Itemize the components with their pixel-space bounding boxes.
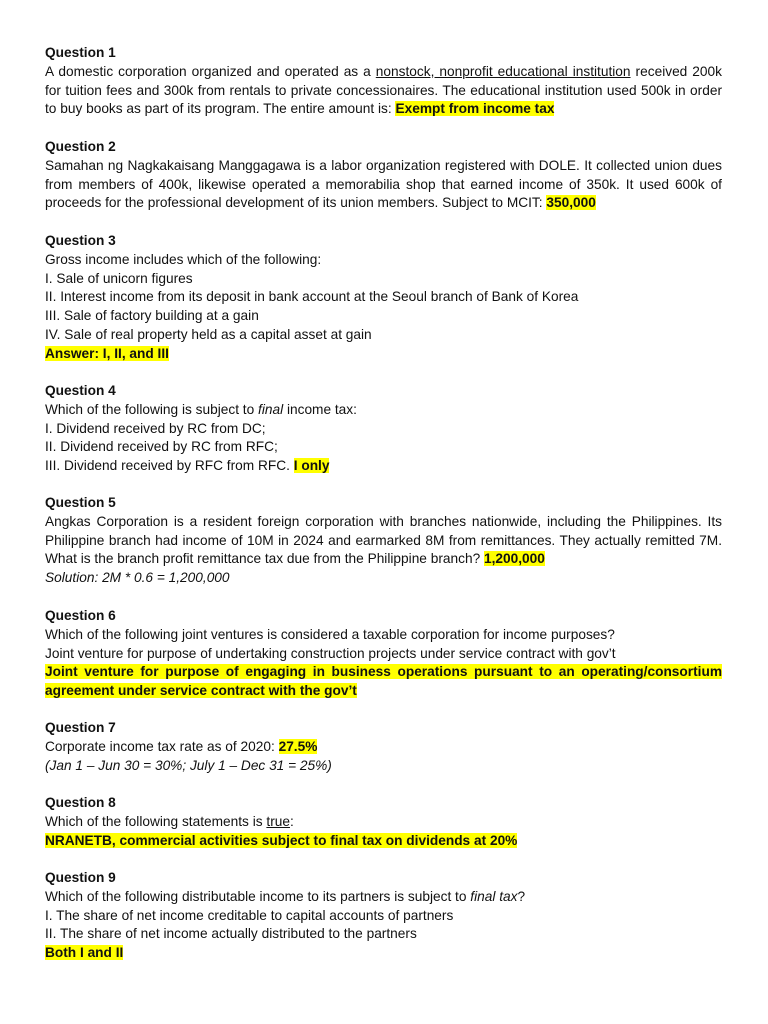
question-body (45, 157, 722, 213)
body-text: Which of the following statements is (45, 813, 267, 829)
underlined-text: true (266, 813, 290, 829)
solution-text: Solution: 2M * 0.6 = 1,200,000 (45, 570, 230, 586)
question-3 (45, 232, 722, 364)
body-text: A domestic corporation organized and operated as a (45, 63, 376, 79)
option-line: I. Dividend received by RC from DC; (45, 420, 266, 436)
option-line: I. Sale of unicorn figures (45, 270, 193, 286)
option-line: II. Dividend received by RC from RFC; (45, 439, 278, 455)
note-text: (Jan 1 – Jun 30 = 30%; July 1 – Dec 31 = 25%) (45, 757, 332, 773)
body-text: income tax: (283, 401, 357, 417)
question-7 (45, 719, 722, 775)
question-title: Question 4 (45, 383, 116, 398)
answer-highlight: NRANETB, commercial activities subject to final tax on dividends at 20% (45, 832, 518, 848)
option-line: IV. Sale of real property held as a capital asset at gain (45, 326, 372, 342)
question-title: Question 6 (45, 608, 116, 623)
body-text: Samahan ng Nagkakaisang Manggagawa is a labor organization registered with DOLE. It collected union dues from members of 400k, likewise operated a memorabilia shop that earned income of 350k. It used 600k of proceeds for the professional development of its union members. Subject to MCIT: (45, 157, 722, 211)
option-line: I. The share of net income creditable to capital accounts of partners (45, 907, 454, 923)
option-line: III. Sale of factory building at a gain (45, 308, 259, 324)
body-text: ? (517, 888, 526, 904)
question-title: Question 3 (45, 233, 116, 248)
question-body (45, 63, 722, 119)
question-line: Gross income includes which of the following: (45, 251, 322, 267)
answer-highlight: 27.5% (278, 738, 318, 754)
question-line: Which of the following joint ventures is considered a taxable corporation for income purposes? (45, 626, 615, 642)
answer-highlight: 1,200,000 (484, 551, 545, 567)
italic-text: final tax (470, 888, 518, 904)
question-line (45, 888, 722, 907)
question-2 (45, 138, 722, 213)
question-line (45, 813, 722, 832)
question-title: Question 9 (45, 870, 116, 885)
answer-highlight: Answer: I, II, and III (45, 345, 169, 361)
answer-highlight: Joint venture for purpose of engaging in business operations pursuant to an operating/consortium agreement under service contract with the gov’t (45, 664, 722, 699)
question-title: Question 7 (45, 720, 116, 735)
question-4 (45, 382, 722, 476)
question-title: Question 5 (45, 495, 116, 510)
question-5 (45, 494, 722, 588)
question-title: Question 1 (45, 45, 116, 60)
question-9 (45, 869, 722, 963)
body-text: Corporate income tax rate as of 2020: (45, 738, 279, 754)
question-title: Question 8 (45, 795, 116, 810)
body-text: Which of the following distributable income to its partners is subject to (45, 888, 471, 904)
body-text: Angkas Corporation is a resident foreign corporation with branches nationwide, including the Philippines. Its Philippine branch had income of 10M in 2024 and earmarked 8M from remittances. They actually remitted 7M. What is the branch profit remittance tax due from the Philippine branch? (45, 513, 722, 567)
question-1 (45, 44, 722, 119)
question-title: Question 2 (45, 139, 116, 154)
answer-highlight: I only (293, 458, 330, 474)
body-text: III. Dividend received by RFC from RFC. (45, 458, 294, 474)
question-8 (45, 794, 722, 850)
italic-text: final (258, 401, 284, 417)
answer-highlight: 350,000 (546, 195, 596, 211)
underlined-text: nonstock, nonprofit educational institution (375, 63, 631, 79)
body-text: received 200k for tuition fees and 300k from rentals to private concessionaires. The educational institution used 500k in order to buy books as part of its program. The entire amount is: (45, 63, 722, 117)
option-line: II. Interest income from its deposit in bank account at the Seoul branch of Bank of Korea (45, 289, 579, 305)
body-text: : (289, 813, 294, 829)
question-body (45, 513, 722, 569)
option-line (45, 457, 722, 476)
option-line: II. The share of net income actually distributed to the partners (45, 926, 417, 942)
answer-highlight: Exempt from income tax (395, 101, 555, 117)
answer-highlight: Both I and II (45, 945, 124, 961)
question-line (45, 401, 722, 420)
question-6 (45, 607, 722, 701)
question-line (45, 738, 722, 757)
body-text: Which of the following is subject to (45, 401, 259, 417)
option-line: Joint venture for purpose of undertaking construction projects under service contract with gov’t (45, 645, 616, 661)
